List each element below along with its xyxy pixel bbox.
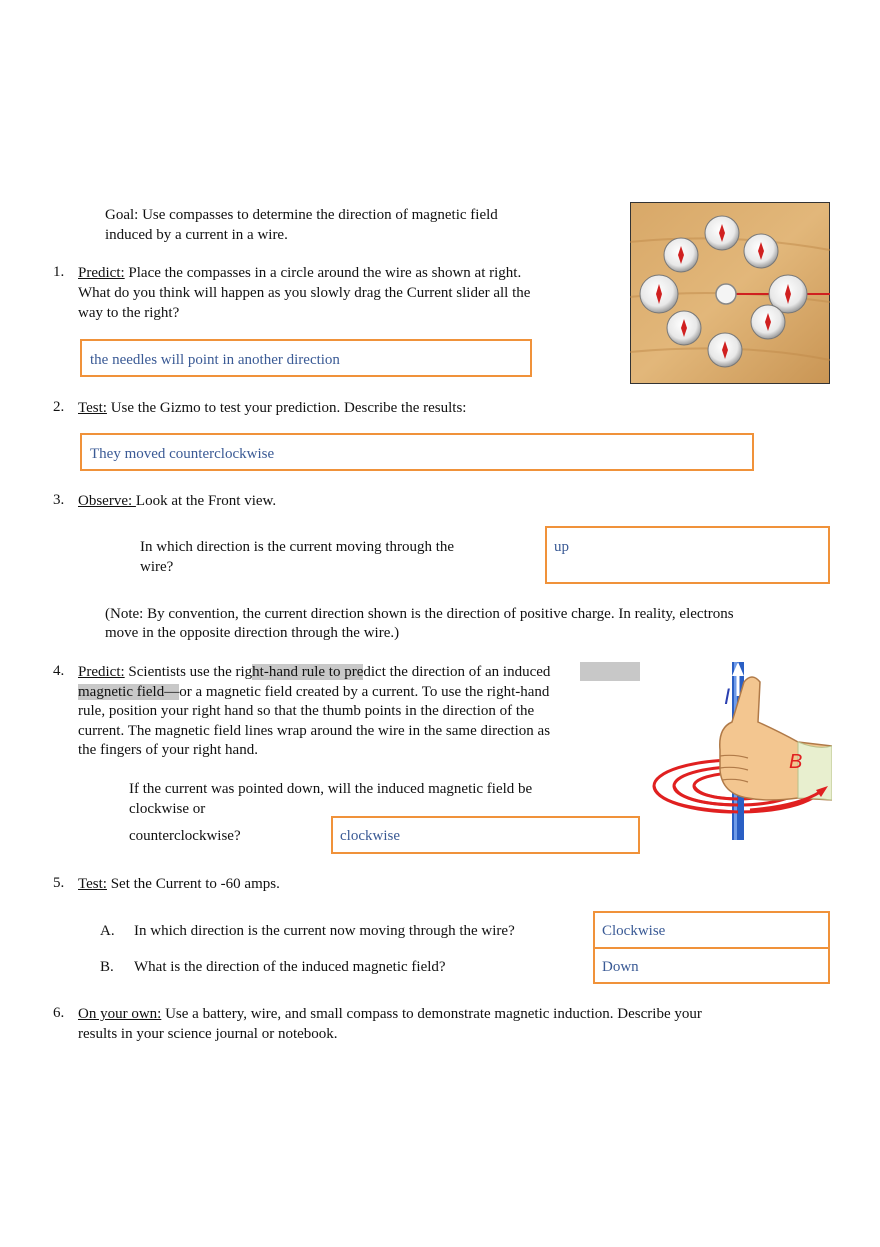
q2-label: Test:: [78, 400, 107, 416]
compass-lower-left: [667, 311, 701, 345]
q1-answer-box[interactable]: [80, 339, 532, 377]
q5-b-answer: Down: [602, 959, 639, 975]
q5-b-letter: B.: [100, 959, 114, 975]
compass-top: [705, 216, 739, 250]
q5-label: Test:: [78, 876, 107, 892]
q4-line-2: [78, 683, 549, 703]
q1-line-3: way to the right?: [78, 305, 180, 321]
q3-question-line-2: wire?: [140, 559, 174, 575]
q5-number: 5.: [53, 875, 65, 891]
q5-text: Set the Current to -60 amps.: [106, 876, 280, 892]
right-hand-rule-figure: [648, 658, 832, 842]
q5-line: [78, 875, 280, 895]
q3-number: 3.: [53, 492, 65, 508]
field-label-b: B: [789, 751, 803, 773]
q4-number: 4.: [53, 663, 65, 679]
q4-answer-box[interactable]: [331, 816, 640, 854]
q6-line-2: results in your science journal or notebook.: [78, 1026, 338, 1042]
q4-text-2a-highlight: magnetic field—: [78, 684, 180, 700]
q3-answer-box[interactable]: [545, 526, 830, 584]
compass-ring-figure: [630, 202, 830, 384]
q4-text-1b-highlight: ht-hand rule to pre: [252, 664, 364, 680]
q2-text: Use the Gizmo to test your prediction. Describe the results:: [106, 400, 467, 416]
q3-label: Observe:: [78, 493, 136, 509]
q4-question-line-2: clockwise or: [129, 801, 206, 817]
q4-line-4: current. The magnetic field lines wrap around the wire in the same direction as: [78, 723, 551, 739]
current-label-i: I: [724, 684, 731, 709]
q5-b-answer-box[interactable]: [593, 947, 830, 984]
q1-line-2: What do you think will happen as you slowly drag the Current slider all the: [78, 285, 531, 301]
q4-text-1c: dict the direction of an induced: [363, 664, 551, 680]
q4-line-5: the fingers of your right hand.: [78, 742, 258, 758]
q4-text-2b: or a magnetic field created by a current. To use the right-hand: [179, 684, 550, 700]
q5-a-letter: A.: [100, 923, 115, 939]
q4-line-1: [78, 663, 550, 683]
q4-label: Predict:: [78, 664, 125, 680]
q2-number: 2.: [53, 399, 65, 415]
q1-label: Predict:: [78, 265, 125, 281]
compass-upper-right: [744, 234, 778, 268]
compass-bottom: [708, 333, 742, 367]
q3-question-line-1: In which direction is the current moving through the: [140, 539, 455, 555]
q6-number: 6.: [53, 1005, 65, 1021]
q1-number: 1.: [53, 264, 65, 280]
q3-line: [78, 492, 276, 512]
q3-note-line-2: move in the opposite direction through the wire.): [105, 625, 400, 641]
q3-note-line-1: (Note: By convention, the current direction shown is the direction of positive charge. In reality, electrons: [105, 606, 734, 622]
q3-text: Look at the Front view.: [135, 493, 277, 509]
q5-a-answer: Clockwise: [602, 923, 666, 939]
q2-answer: They moved counterclockwise: [90, 446, 275, 462]
q4-text-1a: Scientists use the rig: [124, 664, 253, 680]
q4-line-3: rule, position your right hand so that the thumb points in the direction of the: [78, 703, 535, 719]
q6-text-1: Use a battery, wire, and small compass to demonstrate magnetic induction. Describe your: [161, 1006, 702, 1022]
q4-question-line-1: If the current was pointed down, will the induced magnetic field be: [129, 781, 533, 797]
compass-upper-left: [664, 238, 698, 272]
q1-answer: the needles will point in another direction: [90, 352, 340, 368]
q5-a-answer-box[interactable]: [593, 911, 830, 949]
compass-lower-right: [751, 305, 785, 339]
q4-highlight-block: [580, 662, 640, 681]
q3-answer: up: [554, 539, 569, 555]
q4-question-line-3: counterclockwise?: [129, 828, 241, 844]
goal-line-2: induced by a current in a wire.: [105, 227, 288, 243]
q1-text-1: Place the compasses in a circle around the wire as shown at right.: [124, 265, 522, 281]
q2-line: [78, 399, 466, 419]
goal-line-1: Goal: Use compasses to determine the direction of magnetic field: [105, 207, 498, 223]
q1-line-1: [78, 264, 521, 284]
q6-label: On your own:: [78, 1006, 162, 1022]
q2-answer-box[interactable]: [80, 433, 754, 471]
q5-a-text: In which direction is the current now moving through the wire?: [134, 923, 515, 939]
q5-b-text: What is the direction of the induced magnetic field?: [134, 959, 446, 975]
q4-answer: clockwise: [340, 828, 400, 844]
q6-line-1: [78, 1005, 702, 1025]
compass-left: [640, 275, 678, 313]
